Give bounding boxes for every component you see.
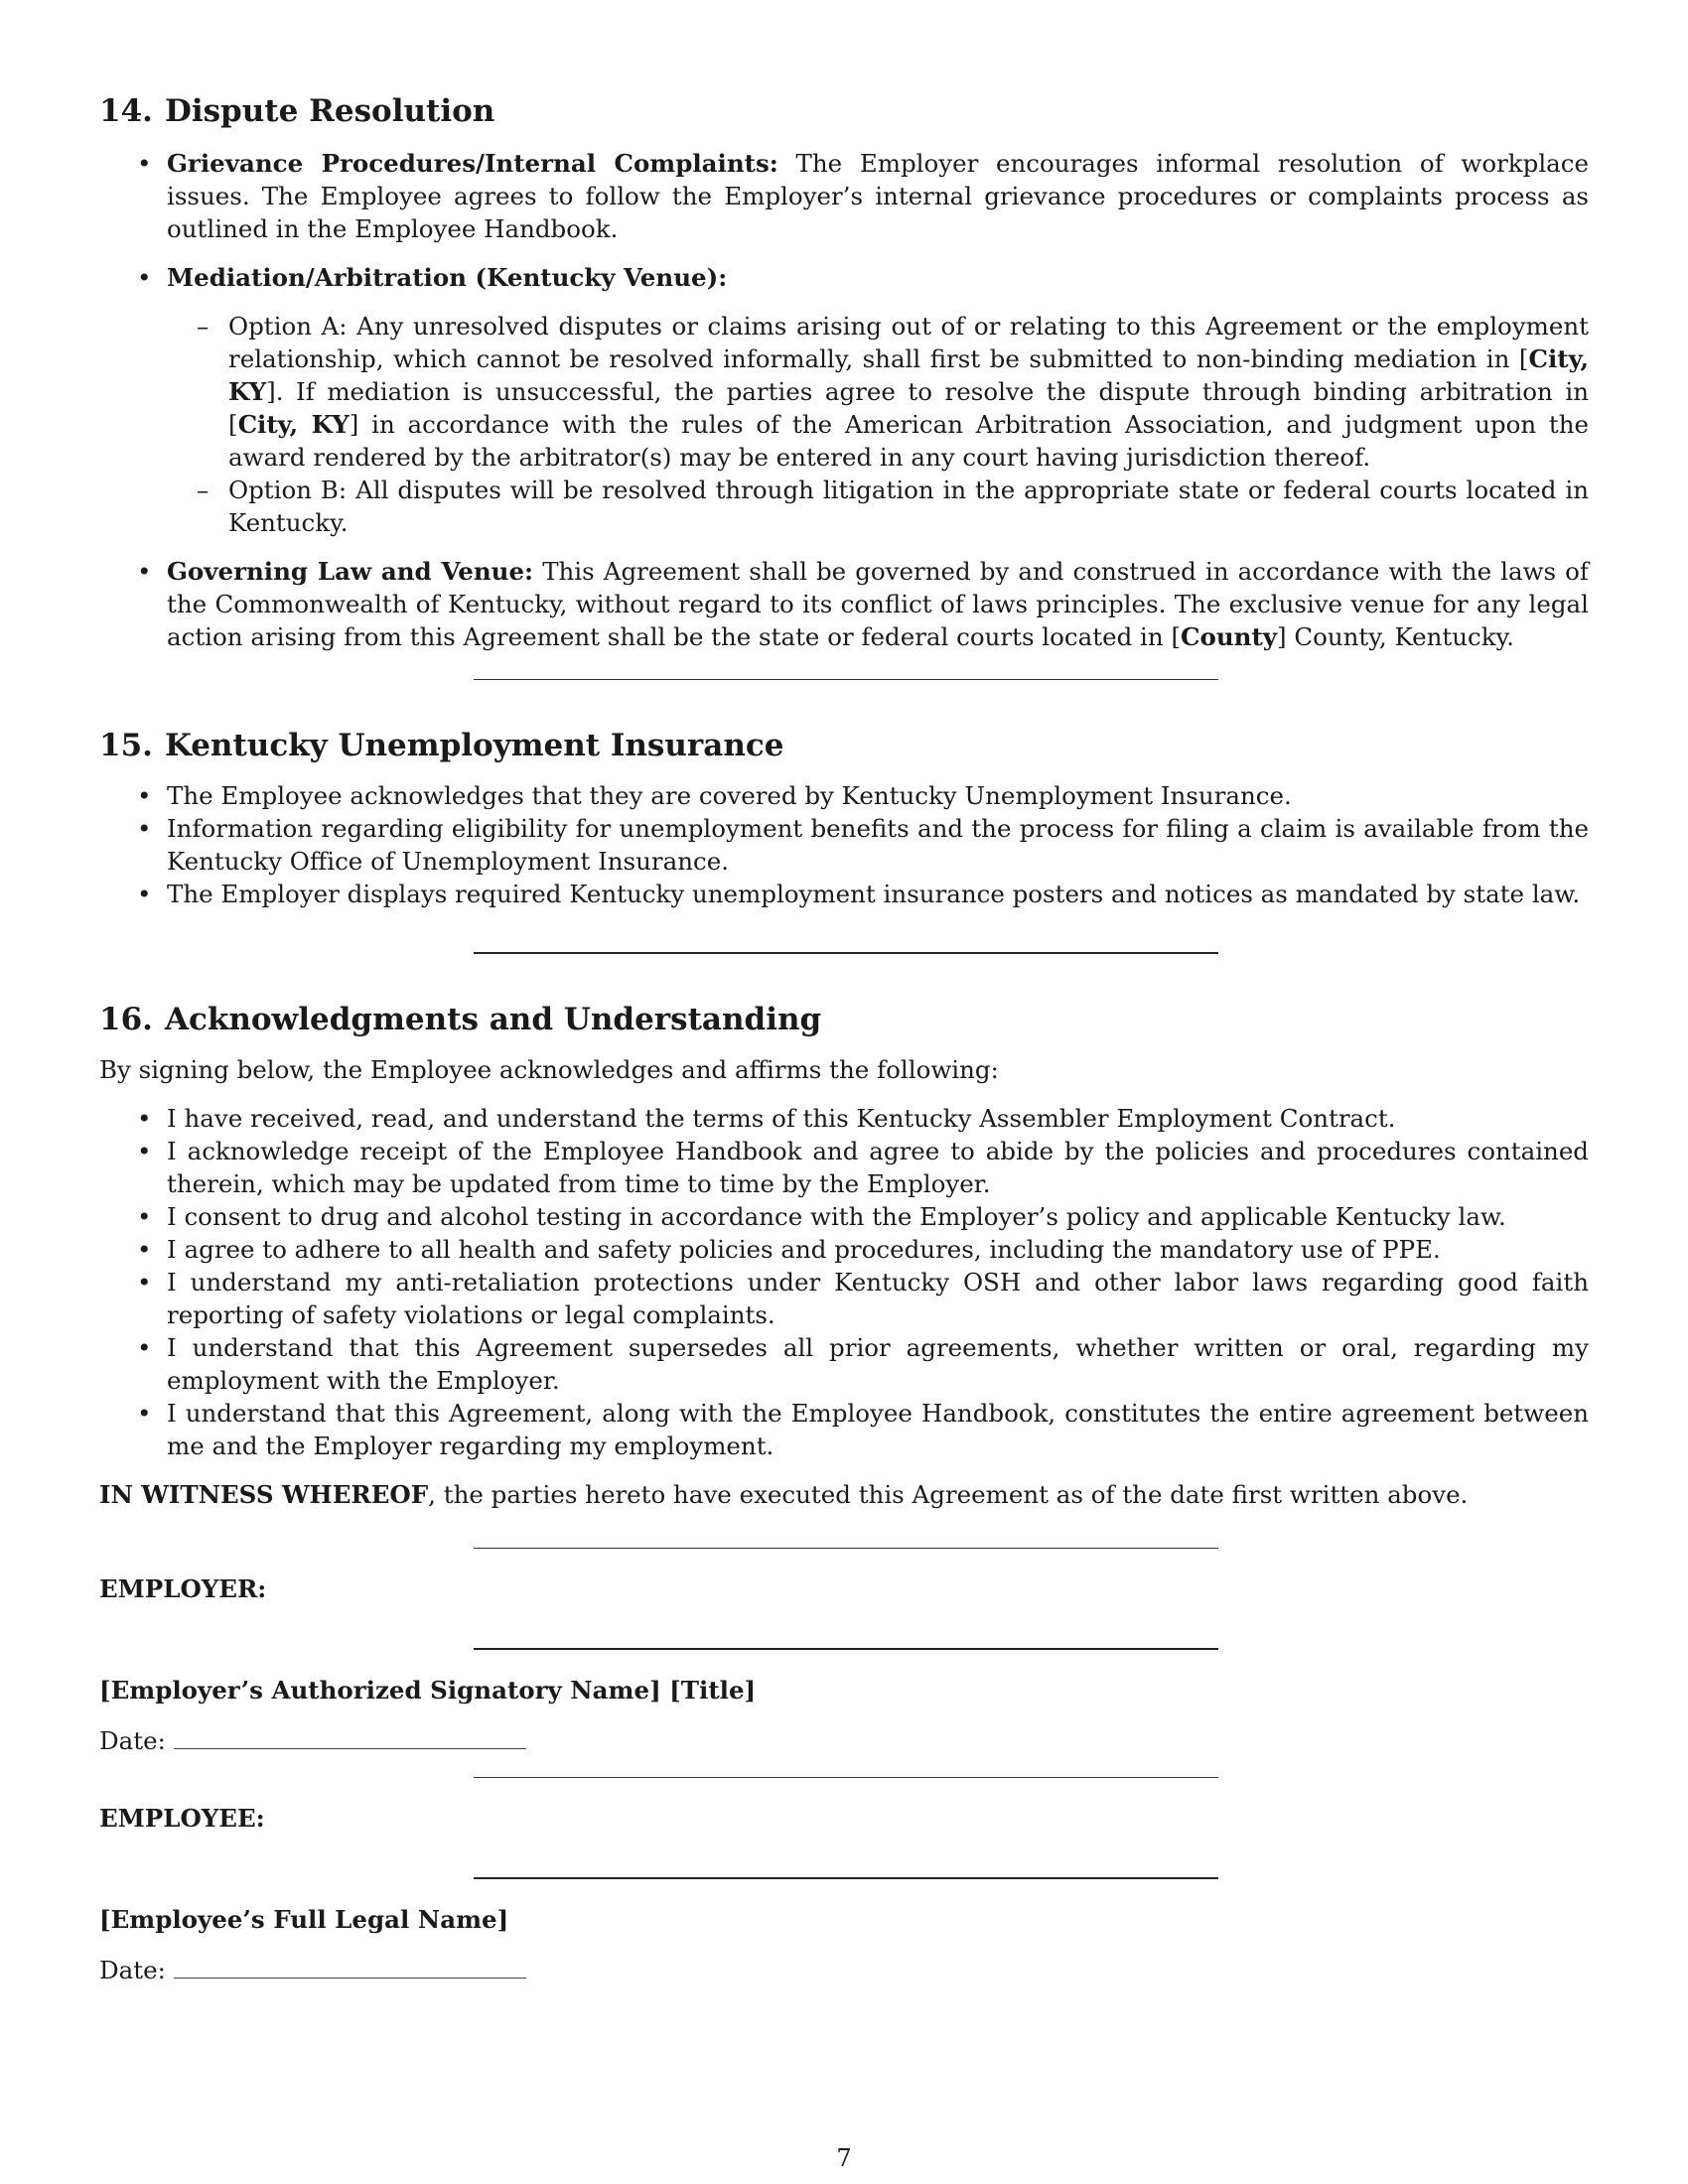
employee-name-placeholder: Employee’s Full Legal Name bbox=[110, 1905, 497, 1934]
signature-divider bbox=[474, 1777, 1218, 1778]
section-16-list bbox=[99, 1102, 1589, 1462]
section-15-heading bbox=[99, 726, 1589, 765]
option-a-text-1: Option A: Any unresolved disputes or claims arising out of or relating to this Agreement or the employment relationship, which cannot be resolved informally, shall first be submitted to non-binding mediation in [ bbox=[228, 312, 1589, 373]
section-15-list bbox=[99, 779, 1589, 910]
governing-label: Governing Law and Venue: bbox=[167, 557, 534, 586]
mediation-options bbox=[167, 310, 1589, 539]
list-item: • I understand my anti-retaliation protections under Kentucky OSH and other labor laws regarding good faith reporting of safety violations or legal complaints. bbox=[167, 1266, 1589, 1331]
employee-date-field[interactable] bbox=[174, 1954, 526, 1979]
employee-signatory: [Employee’s Full Legal Name] bbox=[99, 1905, 509, 1934]
city-placeholder: City, KY bbox=[237, 410, 350, 439]
list-item: • The Employer displays required Kentucky unemployment insurance posters and notices as mandated by state law. bbox=[167, 878, 1589, 910]
section-divider bbox=[474, 952, 1218, 954]
section-14-list bbox=[99, 147, 1589, 653]
list-item: • The Employee acknowledges that they are covered by Kentucky Unemployment Insurance. bbox=[167, 779, 1589, 812]
city-placeholder: City, KY bbox=[228, 344, 1589, 406]
employer-label: EMPLOYER: bbox=[99, 1574, 267, 1603]
employee-date-row bbox=[99, 1954, 1589, 1986]
list-item: • I understand that this Agreement supersedes all prior agreements, whether written or oral, regarding my employment with the Employer. bbox=[167, 1331, 1589, 1397]
section-16-heading bbox=[99, 1000, 1589, 1039]
mediation-label: Mediation/Arbitration (Kentucky Venue): bbox=[167, 263, 728, 292]
option-b: – Option B: All disputes will be resolved through litigation in the appropriate state or federal courts located in Kentucky. bbox=[228, 474, 1589, 539]
employer-signature-line[interactable] bbox=[474, 1648, 1218, 1650]
governing-text-2: ] County, Kentucky. bbox=[1277, 622, 1514, 651]
date-label: Date: bbox=[99, 1956, 166, 1984]
witness-statement bbox=[99, 1478, 1589, 1511]
option-a-text-3: ] in accordance with the rules of the American Arbitration Association, and judgment upon the award rendered by the arbitrator(s) may be entered in any court having jurisdiction thereof. bbox=[228, 410, 1590, 472]
list-item: • I understand that this Agreement, along with the Employee Handbook, constitutes the entire agreement between me and the Employer regarding my employment. bbox=[167, 1397, 1589, 1462]
employer-title-placeholder: Title bbox=[680, 1676, 745, 1705]
section-divider bbox=[474, 679, 1218, 680]
list-item: • I have received, read, and understand the terms of this Kentucky Assembler Employment Contract. bbox=[167, 1102, 1589, 1135]
option-a bbox=[228, 310, 1589, 474]
grievance-label: Grievance Procedures/Internal Complaints: bbox=[167, 149, 778, 178]
employee-signature-line[interactable] bbox=[474, 1877, 1218, 1879]
section-title: Dispute Resolution bbox=[164, 93, 495, 129]
list-item: • I consent to drug and alcohol testing in accordance with the Employer’s policy and applicable Kentucky law. bbox=[167, 1200, 1589, 1233]
section-number: 15. bbox=[99, 728, 153, 763]
employer-date-row bbox=[99, 1724, 1589, 1757]
grievance-text: The Employer encourages informal resolution of workplace issues. The Employee agrees to follow the Employer’s internal grievance procedures or complaints process as outlined in the Employee Handbook. bbox=[167, 149, 1589, 243]
section-title: Acknowledgments and Understanding bbox=[164, 1002, 822, 1037]
option-a-text-2: ]. If mediation is unsuccessful, the parties agree to resolve the dispute through binding arbitration in [ bbox=[228, 377, 1589, 439]
acknowledgment-intro: By signing below, the Employee acknowledges and affirms the following: bbox=[99, 1055, 999, 1084]
section-14-heading bbox=[99, 91, 1589, 131]
section-title: Kentucky Unemployment Insurance bbox=[164, 728, 784, 763]
employer-name-placeholder: Employer’s Authorized Signatory Name bbox=[110, 1676, 650, 1705]
section-number: 16. bbox=[99, 1002, 153, 1037]
employer-signatory: [Employer’s Authorized Signatory Name] [Title] bbox=[99, 1676, 757, 1705]
governing-text-1: This Agreement shall be governed by and construed in accordance with the laws of the Commonwealth of Kentucky, without regard to its conflict of laws principles. The exclusive venue for any legal action arising from this Agreement shall be the state or federal courts located in [ bbox=[167, 557, 1590, 651]
witness-text: , the parties hereto have executed this Agreement as of the date first written above. bbox=[428, 1480, 1469, 1509]
employee-label: EMPLOYEE: bbox=[99, 1804, 265, 1833]
date-label: Date: bbox=[99, 1726, 166, 1755]
witness-bold: IN WITNESS WHEREOF bbox=[99, 1480, 429, 1509]
list-item: • I acknowledge receipt of the Employee Handbook and agree to abide by the policies and procedures contained therein, which may be updated from time to time by the Employer. bbox=[167, 1135, 1589, 1200]
list-item bbox=[167, 147, 1589, 245]
signature-divider bbox=[474, 1548, 1218, 1549]
list-item bbox=[167, 555, 1589, 653]
county-placeholder: County bbox=[1181, 622, 1278, 651]
list-item bbox=[167, 261, 1589, 539]
list-item: • I agree to adhere to all health and safety policies and procedures, including the mandatory use of PPE. bbox=[167, 1233, 1589, 1266]
employer-date-field[interactable] bbox=[174, 1724, 526, 1749]
section-number: 14. bbox=[99, 93, 153, 129]
page-number: 7 bbox=[836, 2144, 852, 2172]
list-item: • Information regarding eligibility for unemployment benefits and the process for filing a claim is available from the Kentucky Office of Unemployment Insurance. bbox=[167, 812, 1589, 878]
